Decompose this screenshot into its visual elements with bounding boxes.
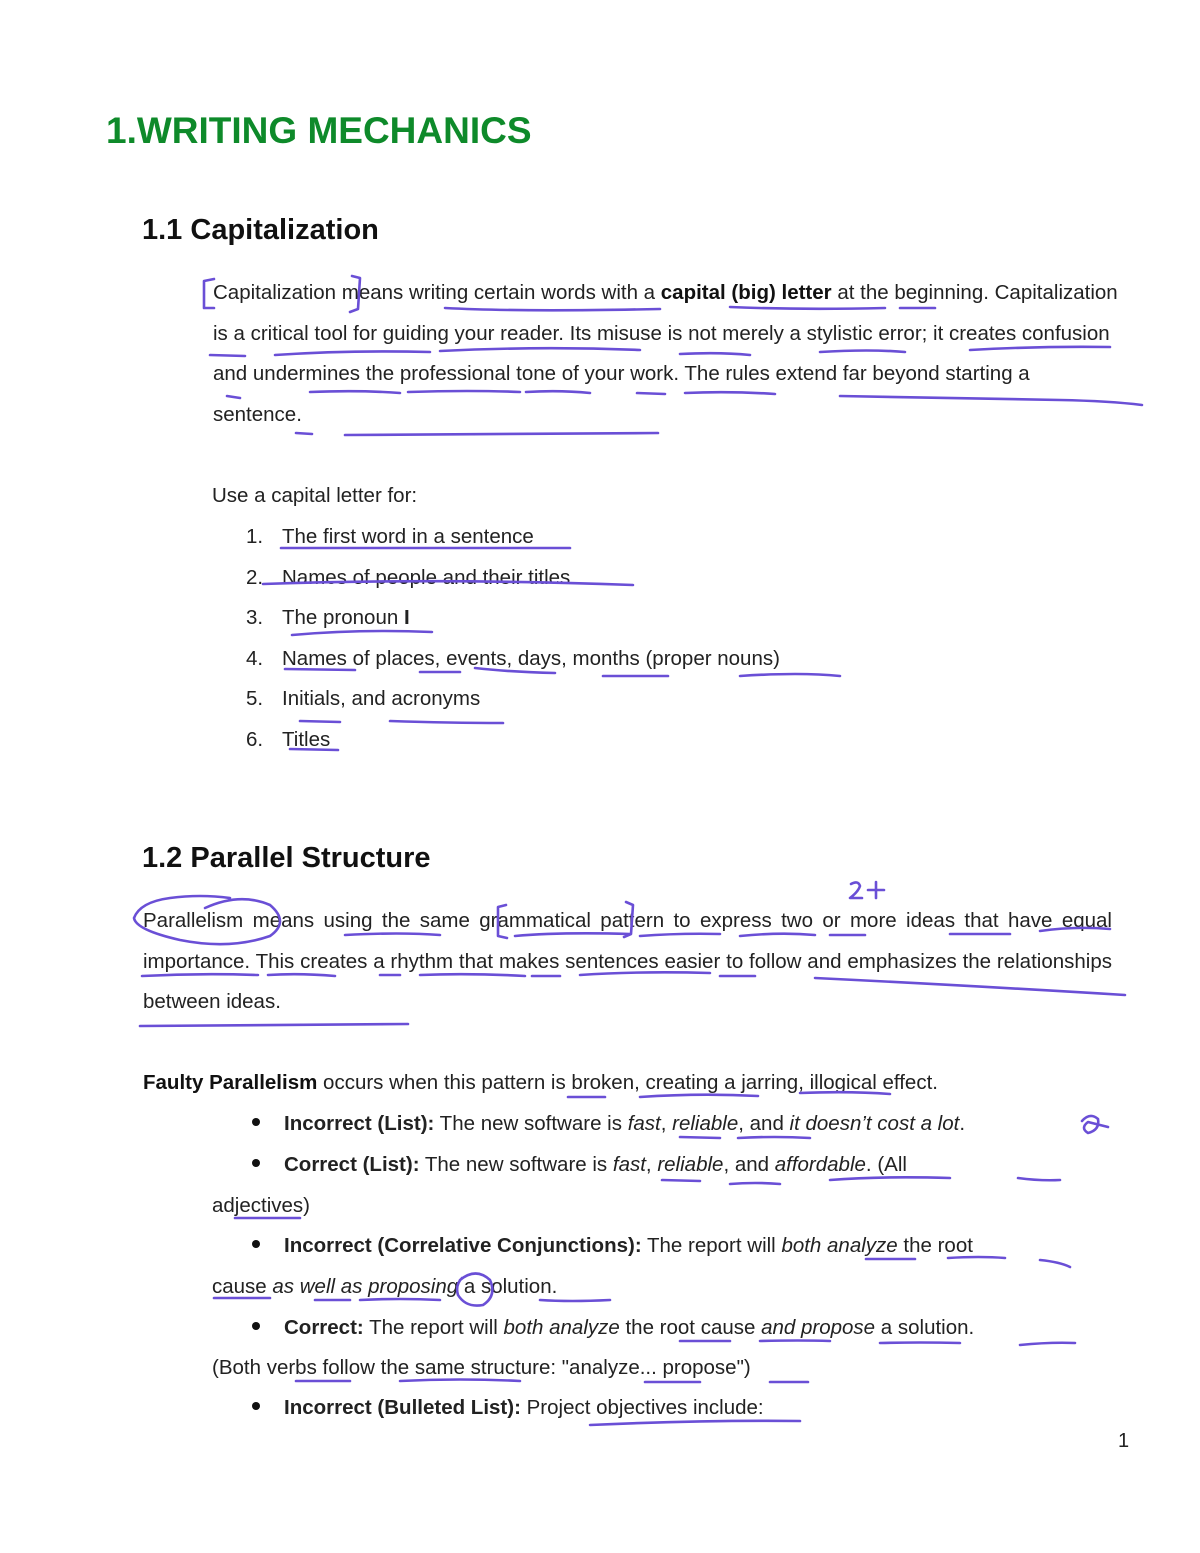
list-intro: Use a capital letter for: — [212, 484, 418, 507]
note-2plus — [850, 882, 884, 898]
faulty-parallelism-line: Faulty Parallelism occurs when this pattern is broken, creating a jarring, illogical effect. — [143, 1071, 938, 1094]
list-item: 5. Initials, and acronyms — [246, 687, 481, 710]
list-item: 1. The first word in a sentence — [246, 525, 534, 548]
capitalization-paragraph: Capitalization means writing certain words with a capital (big) letter at the beginning. Capitalization is a critical tool for guiding your reader. Its misuse is not merely a stylistic error; it creates confusion and undermines the professional tone of your work. The rules extend far beyond starting a sentence. — [213, 281, 1118, 426]
example-correct-correlative: Correct: The report will both analyze the root cause and propose a solution. — [252, 1308, 974, 1349]
example-correct-list: Correct (List): The new software is fast, reliable, and affordable. (All — [252, 1145, 907, 1186]
capitalization-list — [246, 517, 780, 760]
list-item: 3. The pronoun I — [246, 606, 410, 629]
page-heading: 1.WRITING MECHANICS — [106, 110, 532, 151]
list-item: 4. Names of places, events, days, months (proper nouns) — [246, 646, 780, 670]
bullet-icon — [252, 1159, 260, 1167]
bullet-icon — [252, 1322, 260, 1330]
page-number: 1 — [1118, 1430, 1130, 1452]
parallelism-paragraph: Parallelism means using the same grammatical pattern to express two or more ideas that have equal importance. This creates a rhythm that makes sentences easier to follow and emphasizes the relationships between ideas. — [143, 909, 1112, 1013]
example-incorrect-correlative: Incorrect (Correlative Conjunctions): The report will both analyze the root — [252, 1226, 973, 1267]
bullet-icon — [252, 1240, 260, 1248]
section-title-parallel: 1.2 Parallel Structure — [142, 842, 431, 874]
alpha-mark — [1082, 1116, 1108, 1133]
bullet-icon — [252, 1118, 260, 1126]
example-incorrect-bulleted: Incorrect (Bulleted List): Project objectives include: — [252, 1388, 764, 1429]
list-item: 2. Names of people and their titles — [246, 565, 571, 589]
bullet-icon — [252, 1402, 260, 1410]
example-continuation: cause as well as proposing a solution. — [212, 1275, 558, 1298]
example-continuation: adjectives) — [212, 1194, 310, 1217]
section-title-capitalization: 1.1 Capitalization — [142, 214, 379, 246]
example-incorrect-list: Incorrect (List): The new software is fast, reliable, and it doesn’t cost a lot. — [252, 1104, 965, 1145]
list-item: 6. Titles — [246, 727, 331, 751]
example-continuation: (Both verbs follow the same structure: "analyze... propose") — [212, 1356, 751, 1379]
